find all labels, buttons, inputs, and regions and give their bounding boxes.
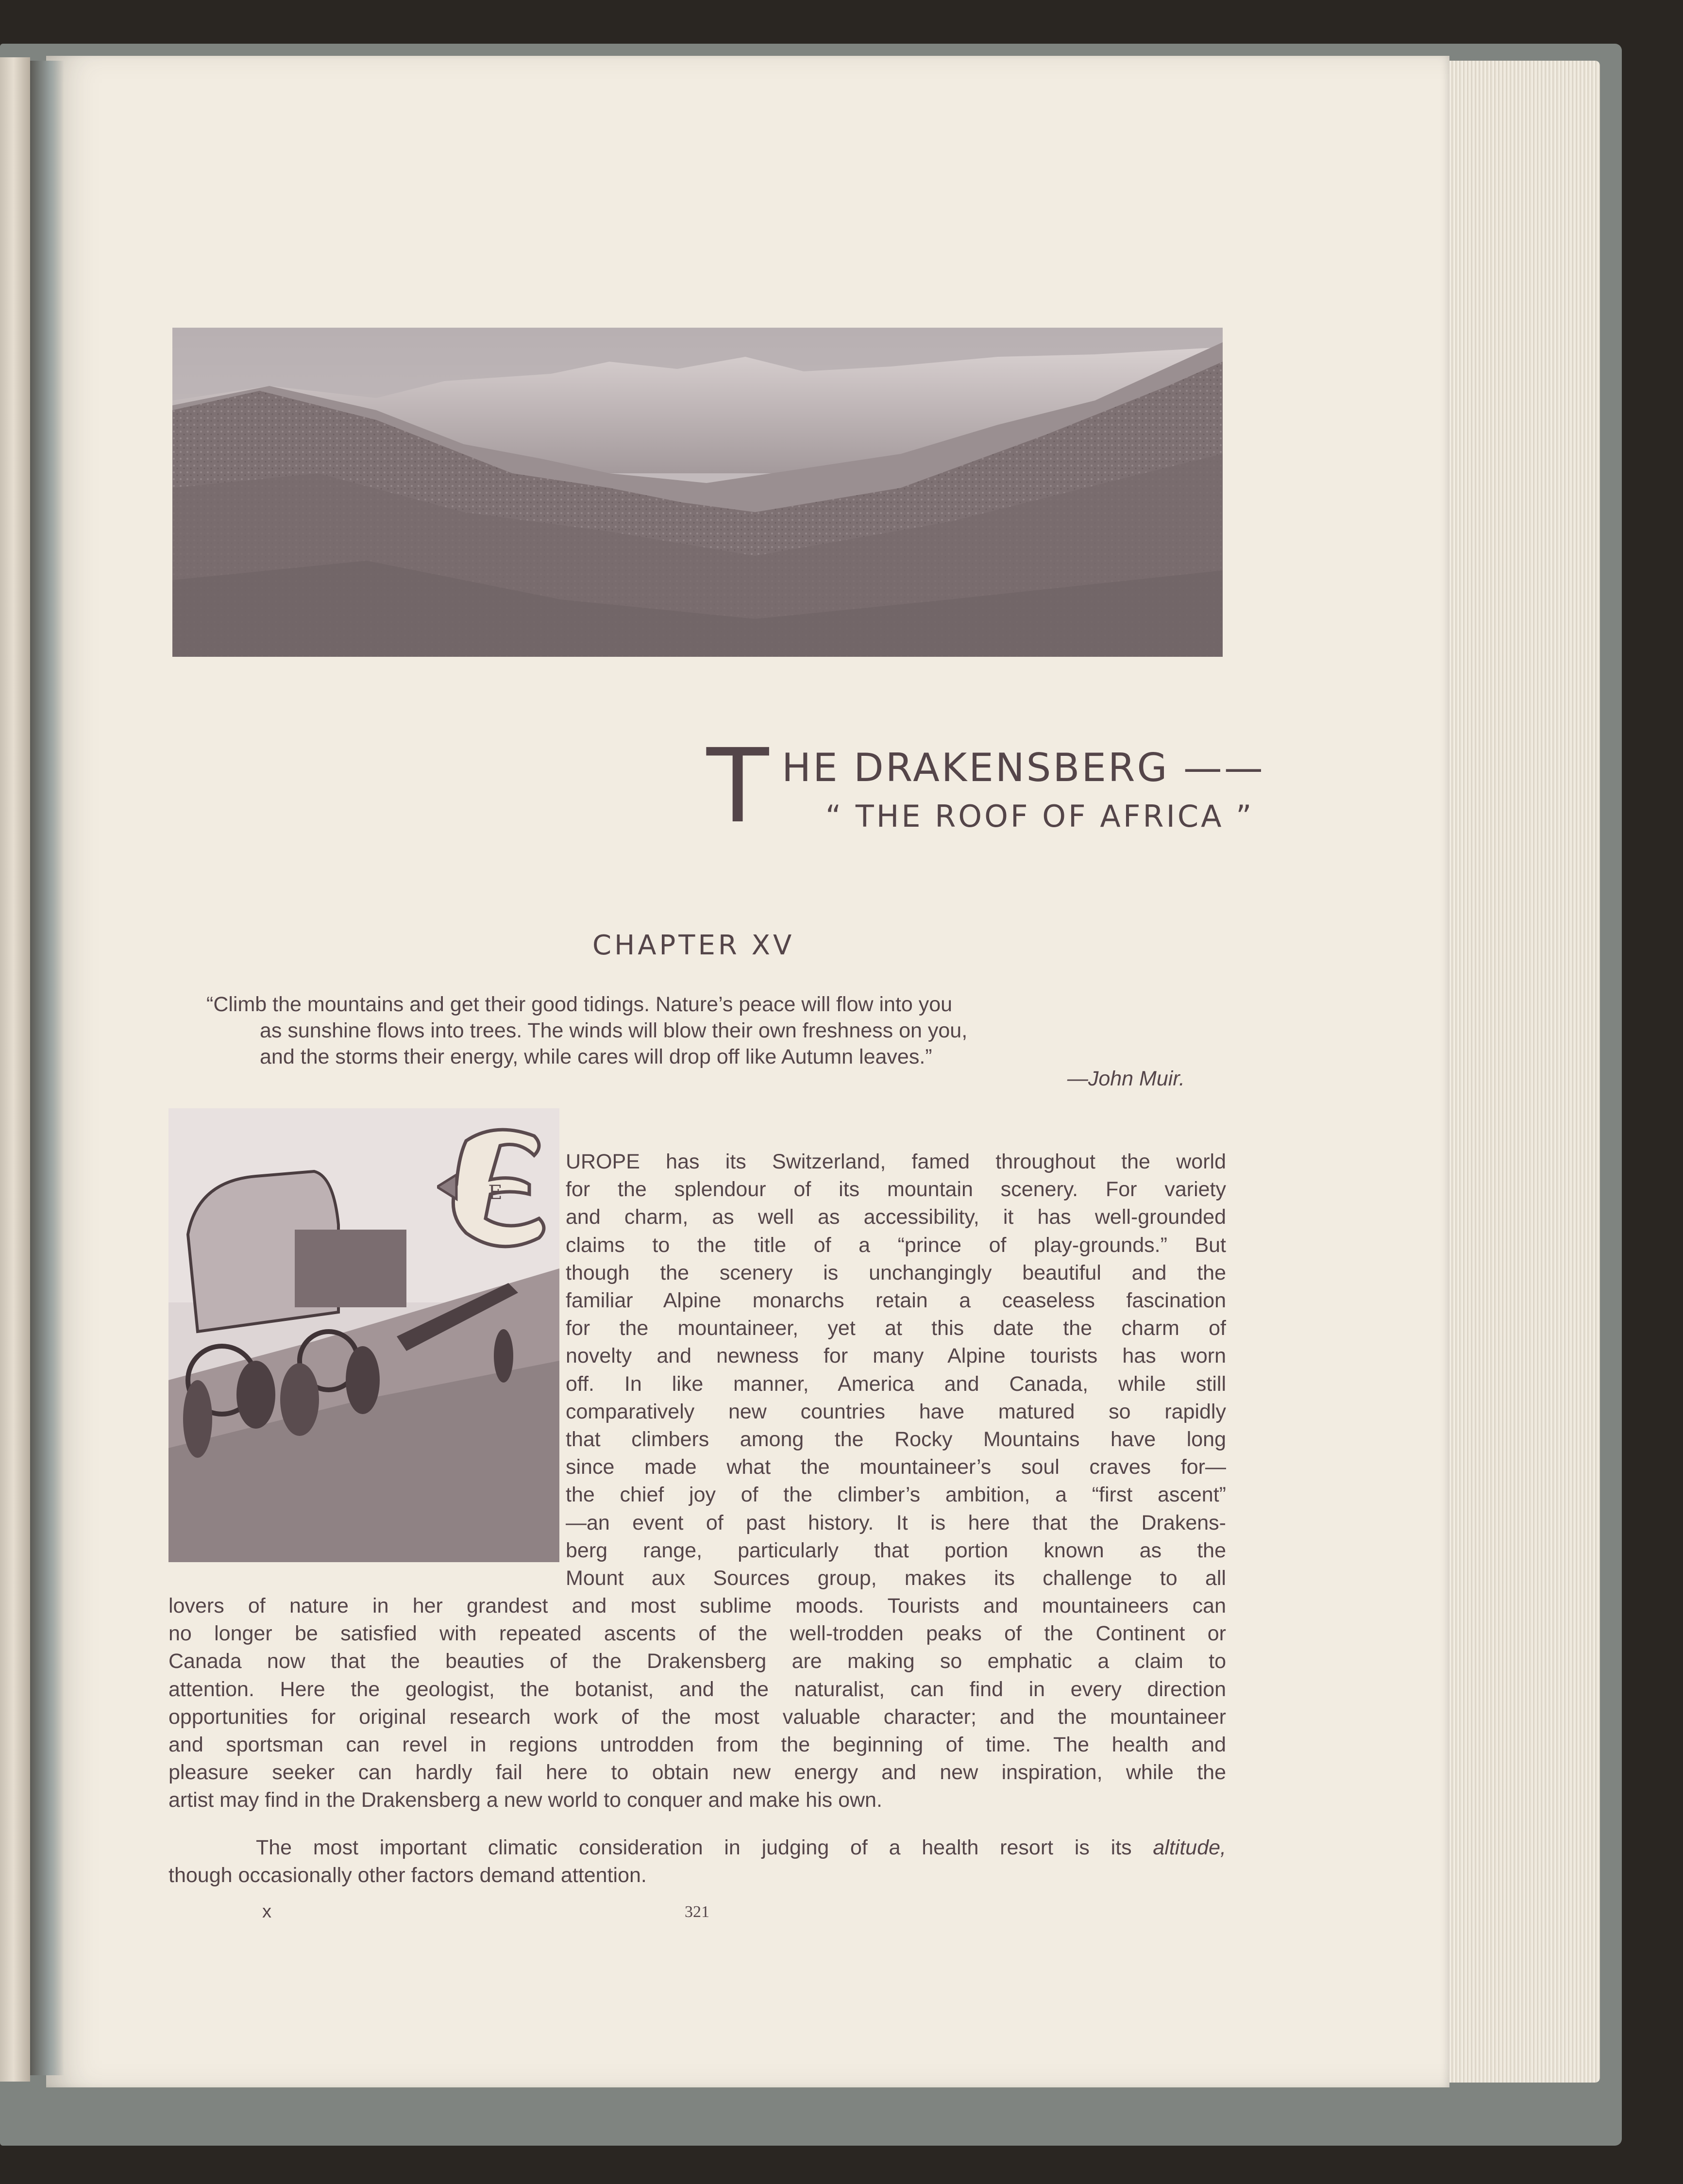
dropcap-letter: E xyxy=(488,1182,503,1204)
epigraph-line: as sunshine flows into trees. The winds will blow their own freshness on you, xyxy=(260,1019,968,1042)
text-line: Canada now that the beauties of the Drakensberg are making so emphatic a claim to xyxy=(168,1650,1226,1673)
page-number: 321 xyxy=(685,1903,709,1921)
epigraph-line: “Climb the mountains and get their good tidings. Nature’s peace will flow into you xyxy=(206,993,953,1016)
chapter-heading: CHAPTER XV xyxy=(592,930,795,961)
text-line: berg range, particularly that portion known as the xyxy=(566,1538,1226,1562)
signature-mark: x xyxy=(262,1901,271,1922)
text-line: pleasure seeker can hardly fail here to obtain new energy and new inspiration, while the xyxy=(168,1761,1226,1784)
mountain-panorama-photo xyxy=(172,328,1223,657)
epigraph-line: and the storms their energy, while cares will drop off like Autumn leaves.” xyxy=(260,1045,932,1068)
text-line: artist may find in the Drakensberg a new world to conquer and make his own. xyxy=(168,1788,882,1812)
text-line: and charm, as well as accessibility, it has well-grounded xyxy=(566,1205,1226,1229)
left-page-edge xyxy=(0,57,30,2082)
paragraph2-line-2: though occasionally other factors demand attention. xyxy=(168,1864,647,1887)
paragraph2-italic: altitude, xyxy=(1153,1836,1226,1859)
text-line: familiar Alpine monarchs retain a ceaseless fascination xyxy=(566,1289,1226,1313)
text-line: comparatively new countries have matured so rapidly xyxy=(566,1400,1226,1423)
text-line: that climbers among the Rocky Mountains have long xyxy=(566,1428,1226,1451)
text-line: and sportsman can revel in regions untrodden from the beginning of time. The health and xyxy=(168,1733,1226,1757)
text-line: claims to the title of a “prince of play-grounds.” But xyxy=(566,1233,1226,1257)
paragraph2-text: The most important climatic consideration in judging of a health resort is its xyxy=(256,1836,1153,1859)
body-paragraph-2 xyxy=(168,1834,1226,1889)
text-line: —an event of past history. It is here that the Drakens- xyxy=(566,1511,1226,1534)
paragraph2-line-1 xyxy=(168,1834,1226,1862)
page-edges xyxy=(1449,61,1600,2083)
title-main: HE DRAKENSBERG —— xyxy=(782,745,1265,790)
epigraph-attribution: —John Muir. xyxy=(1067,1067,1185,1090)
text-line: off. In like manner, America and Canada, while still xyxy=(566,1372,1226,1396)
text-line: the chief joy of the climber’s ambition, a “first ascent” xyxy=(566,1483,1226,1507)
text-line: for the splendour of its mountain scenery. For variety xyxy=(566,1178,1226,1201)
body-paragraph-full xyxy=(168,1592,1226,1815)
text-line: no longer be satisfied with repeated ascents of the well-trodden peaks of the Continent or xyxy=(168,1622,1226,1646)
body-paragraph-wrapped xyxy=(566,1148,1226,1592)
text-line: since made what the mountaineer’s soul craves for— xyxy=(566,1455,1226,1479)
text-line: attention. Here the geologist, the botanist, and the naturalist, can find in every direction xyxy=(168,1677,1226,1701)
text-line: novelty and newness for many Alpine tourists has worn xyxy=(566,1344,1226,1368)
epigraph xyxy=(206,991,1241,1070)
text-line: though the scenery is unchangingly beautiful and the xyxy=(566,1261,1226,1284)
gutter-shadow xyxy=(30,61,64,2075)
text-line: lovers of nature in her grandest and most sublime moods. Tourists and mountaineers can xyxy=(168,1594,1226,1617)
text-line: UROPE has its Switzerland, famed throughout the world xyxy=(566,1150,1226,1173)
text-line: opportunities for original research work of the most valuable character; and the mountaineer xyxy=(168,1705,1226,1729)
dropcap xyxy=(437,1121,558,1252)
text-line: for the mountaineer, yet at this date the charm of xyxy=(566,1317,1226,1340)
text-line: Mount aux Sources group, makes its challenge to all xyxy=(566,1567,1226,1590)
title-subtitle: “ THE ROOF OF AFRICA ” xyxy=(825,799,1254,834)
title-initial: T xyxy=(707,727,769,846)
